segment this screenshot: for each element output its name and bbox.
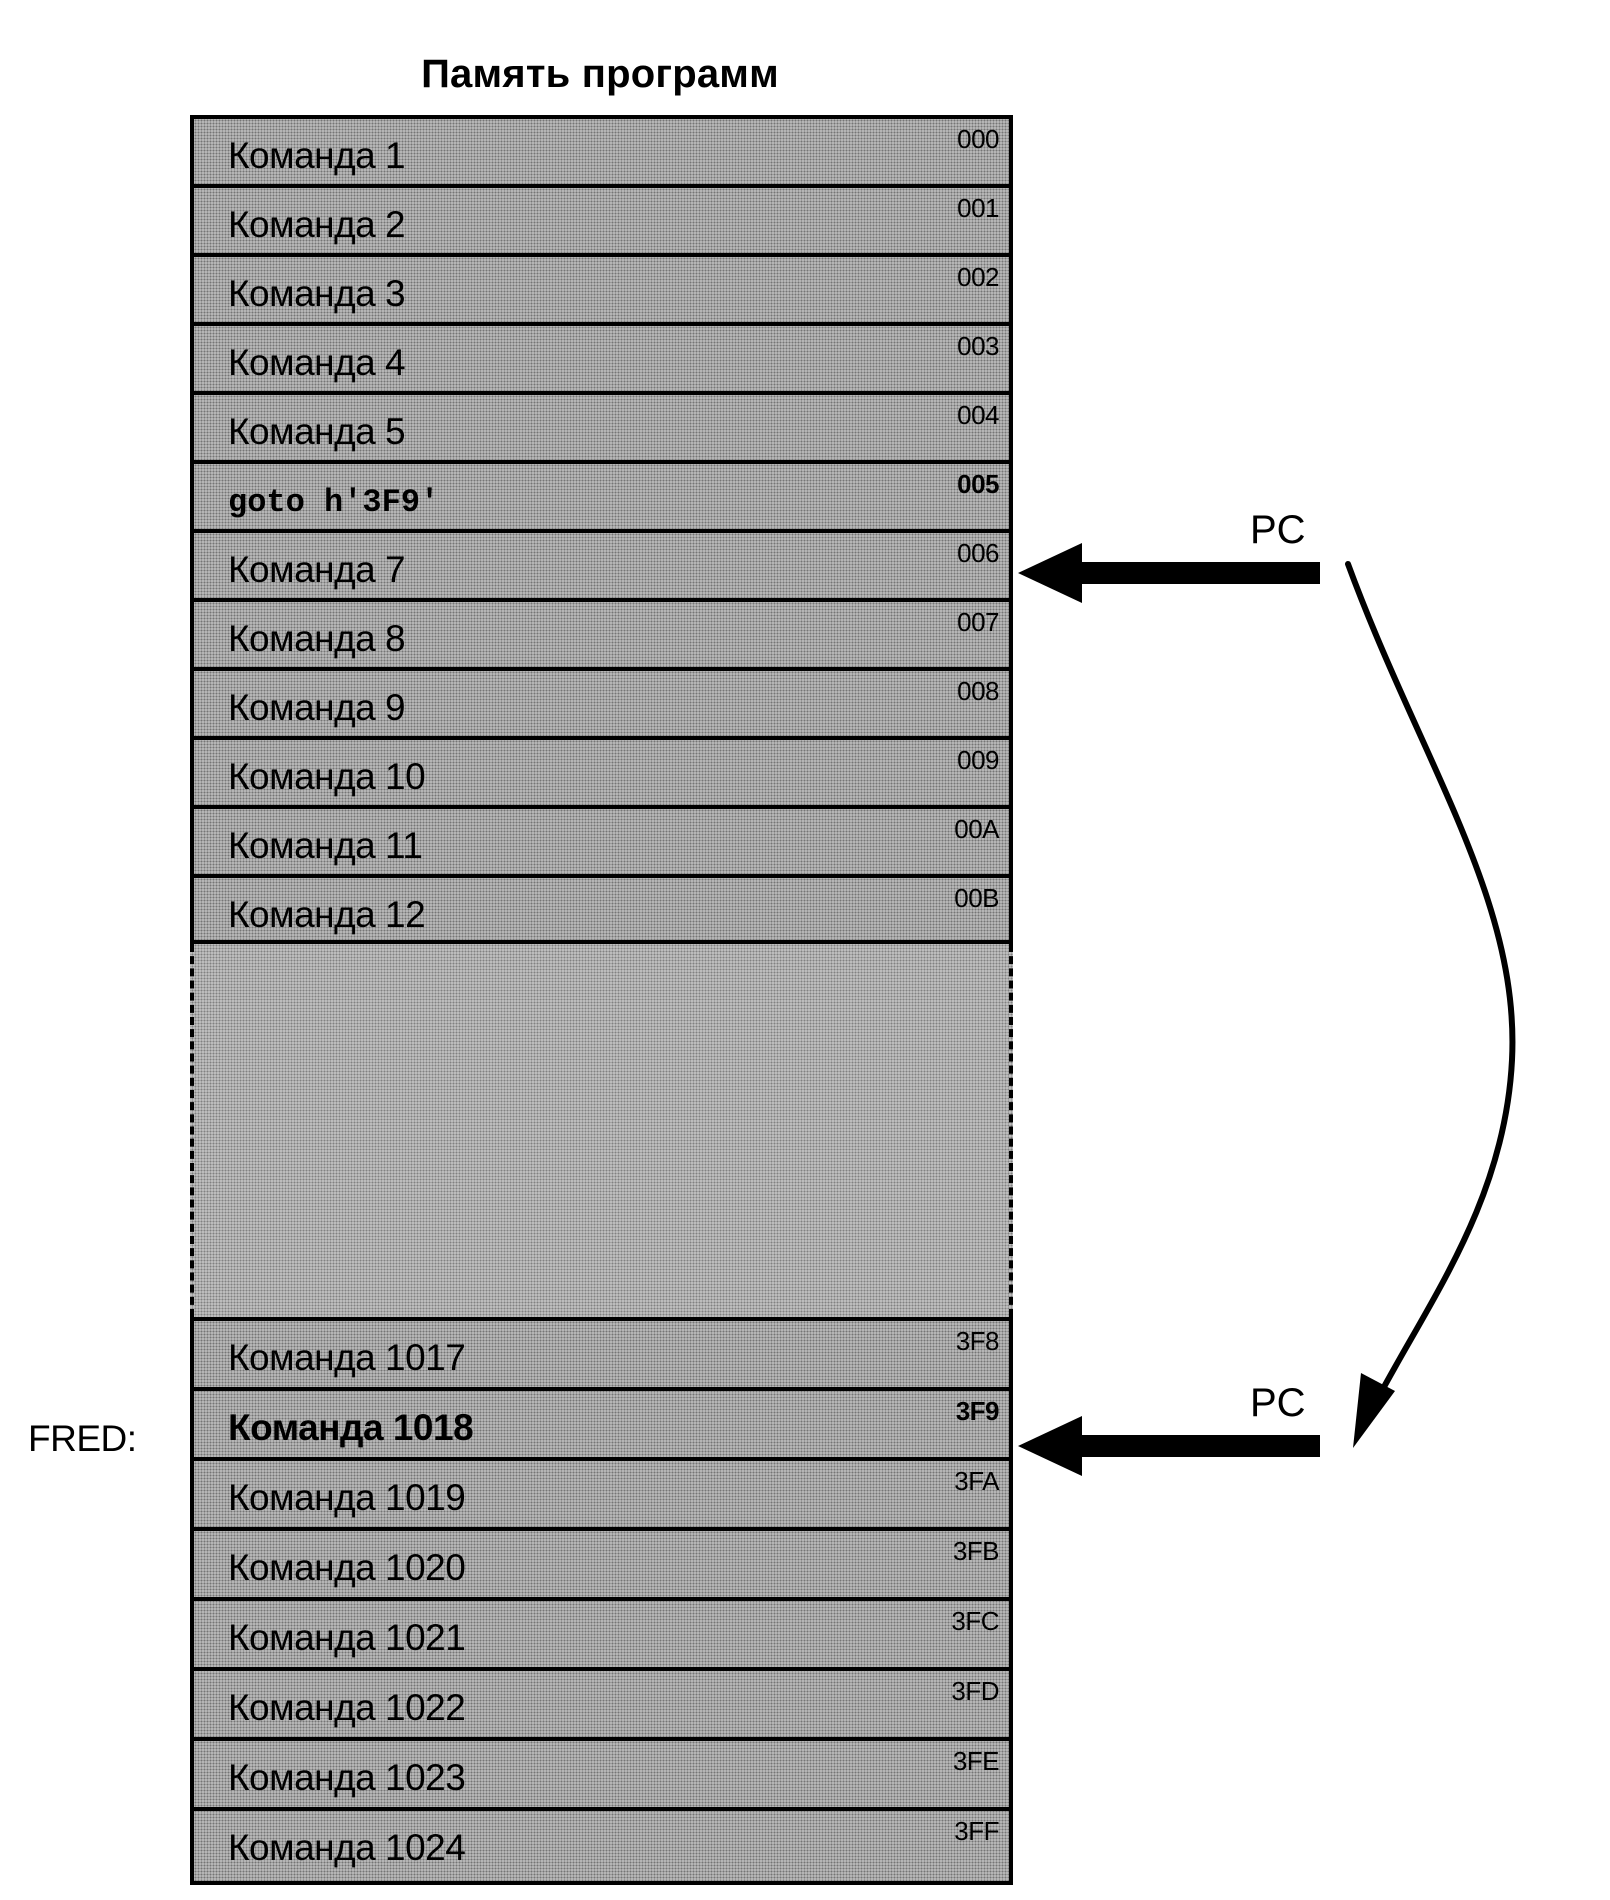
row-address: 006 xyxy=(957,538,999,568)
row-label: Команда 1019 xyxy=(228,1477,466,1518)
jump-arrow xyxy=(1348,564,1512,1448)
row-label: Команда 1017 xyxy=(228,1337,466,1378)
row-address: 004 xyxy=(957,400,999,430)
pc-arrow-top xyxy=(1018,543,1320,603)
row-label: Команда 3 xyxy=(228,273,406,314)
row-address: 3FF xyxy=(954,1816,999,1846)
pc-label-top: PC xyxy=(1250,508,1306,552)
row-address: 3FC xyxy=(951,1606,999,1636)
fred-label: FRED: xyxy=(28,1418,137,1459)
row-address: 00A xyxy=(954,814,999,844)
row-label: Команда 1021 xyxy=(228,1617,466,1658)
row-label: Команда 7 xyxy=(228,549,406,590)
row-address: 003 xyxy=(957,331,999,361)
row-address: 002 xyxy=(957,262,999,292)
row-address: 000 xyxy=(957,124,999,154)
row-address: 3FA xyxy=(954,1466,999,1496)
row-address: 3F8 xyxy=(955,1326,999,1356)
diagram-title: Память программ xyxy=(421,52,779,96)
row-label: Команда 1022 xyxy=(228,1687,466,1728)
row-label: Команда 8 xyxy=(228,618,406,659)
row-label: Команда 4 xyxy=(228,342,406,383)
row-label: Команда 9 xyxy=(228,687,406,728)
row-address: 005 xyxy=(957,469,999,499)
target-instruction: Команда 1018 xyxy=(228,1407,474,1448)
row-address: 008 xyxy=(957,676,999,706)
row-address: 009 xyxy=(957,745,999,775)
row-address: 3FE xyxy=(952,1746,999,1776)
row-label: Команда 1024 xyxy=(228,1827,466,1868)
row-label: Команда 12 xyxy=(228,894,426,935)
row-label: Команда 10 xyxy=(228,756,426,797)
pc-arrow-bottom xyxy=(1018,1416,1320,1476)
row-address: 001 xyxy=(957,193,999,223)
row-address: 007 xyxy=(957,607,999,637)
row-address: 00B xyxy=(954,883,999,913)
pc-label-bottom: PC xyxy=(1250,1381,1306,1425)
goto-instruction: goto h'3F9' xyxy=(228,484,440,521)
row-label: Команда 1023 xyxy=(228,1757,466,1798)
row-address: 3F9 xyxy=(955,1396,999,1426)
row-label: Команда 5 xyxy=(228,411,406,452)
row-label: Команда 1020 xyxy=(228,1547,466,1588)
row-label: Команда 11 xyxy=(228,825,423,866)
row-label: Команда 2 xyxy=(228,204,406,245)
row-address: 3FD xyxy=(951,1676,999,1706)
row-label: Команда 1 xyxy=(228,135,406,176)
row-address: 3FB xyxy=(952,1536,999,1566)
